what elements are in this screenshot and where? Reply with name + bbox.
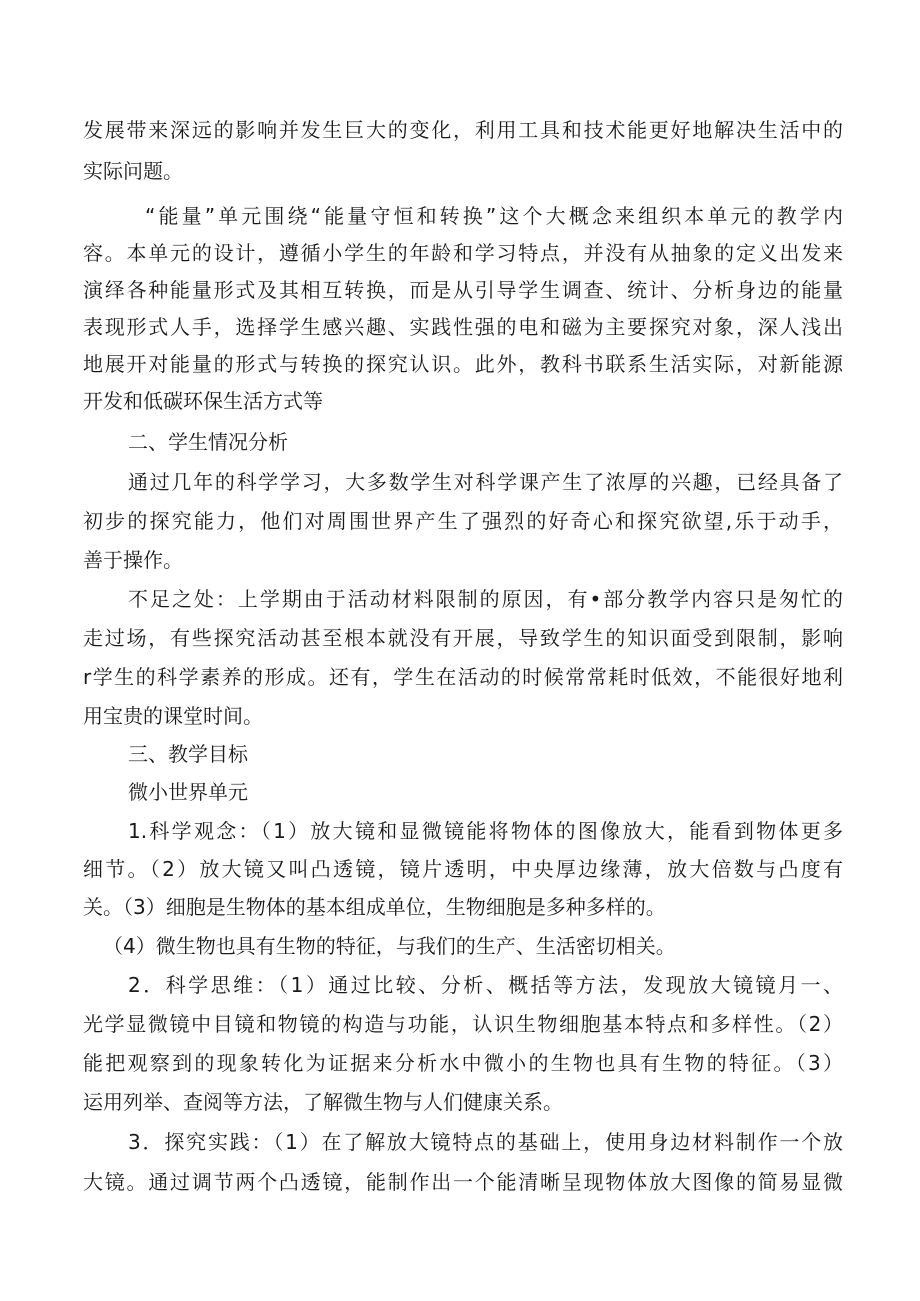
paragraph-line: 1.科学观念：（1）放大镜和显微镜能将物体的图像放大，能看到物体更多 (128, 819, 843, 843)
paragraph-line: 地展开对能量的形式与转换的探究认识。此外，教科书联系生活实际，对新能源 (83, 352, 843, 376)
section-heading: 三、教学目标 (128, 742, 248, 766)
paragraph-line: 表现形式人手，选择学生感兴趣、实践性强的电和磁为主要探究对象，深人浅出 (83, 315, 843, 339)
paragraph-line: 初步的探究能力，他们对周围世界产生了强烈的好奇心和探究欲望,乐于动手， (83, 509, 843, 533)
paragraph-line: 不足之处：上学期由于活动材料限制的原因，有•部分教学内容只是匆忙的 (128, 587, 843, 611)
paragraph-line: 开发和低碳环保生活方式等 (83, 389, 323, 413)
subsection-heading: 微小世界单元 (128, 780, 248, 804)
paragraph-line: 大镜。通过调节两个凸透镜，能制作出一个能清晰呈现物体放大图像的简易显微 (83, 1170, 843, 1194)
paragraph-line: 用宝贵的课堂时间。 (83, 704, 263, 728)
paragraph-line: 演绎各种能量形式及其相互转换，而是从引导学生调查、统计、分析身边的能量 (83, 278, 843, 302)
paragraph-line: 光学显微镜中目镜和物镜的构造与功能，认识生物细胞基本特点和多样性。（2） (83, 1012, 843, 1036)
paragraph-line: 走过场，有些探究活动甚至根本就没有开展，导致学生的知识面受到限制，影响 (83, 626, 843, 650)
paragraph-line: （4）微生物也具有生物的特征，与我们的生产、生活密切相关。 (103, 934, 676, 958)
paragraph-line: 能把观察到的现象转化为证据来分析水中微小的生物也具有生物的特征。（3） (83, 1051, 843, 1075)
paragraph-line: 运用列举、查阅等方法，了解微生物与人们健康关系。 (83, 1090, 563, 1114)
paragraph-line: r学生的科学素养的形成。还有，学生在活动的时候常常耗时低效，不能很好地利 (83, 665, 843, 689)
paragraph-line: 发展带来深远的影响并发生巨大的变化，利用工具和技术能更好地解决生活中的 (83, 118, 843, 142)
paragraph-line: 2．科学思维：（1）通过比较、分析、概括等方法，发现放大镜镜月一、 (128, 973, 843, 997)
paragraph-line: 善于操作。 (83, 548, 183, 572)
paragraph-line: 通过几年的科学学习，大多数学生对科学课产生了浓厚的兴趣，已经具备了 (128, 470, 843, 494)
section-heading: 二、学生情况分析 (128, 430, 288, 454)
paragraph-line: 关。（3）细胞是生物体的基本组成单位，生物细胞是多种多样的。 (83, 895, 666, 919)
paragraph-line: “能量”单元围绕“能量守恒和转换”这个大概念来组织本单元的教学内 (145, 204, 843, 228)
paragraph-line: 实际问题。 (83, 159, 183, 183)
paragraph-line: 3．探究实践：（1）在了解放大镜特点的基础上，使用身边材料制作一个放 (128, 1130, 843, 1154)
paragraph-line: 细节。（2）放大镜又叫凸透镜，镜片透明，中央厚边缘薄，放大倍数与凸度有 (83, 857, 843, 881)
paragraph-line: 容。本单元的设计，遵循小学生的年龄和学习特点，并没有从抽象的定义出发来 (83, 241, 843, 265)
